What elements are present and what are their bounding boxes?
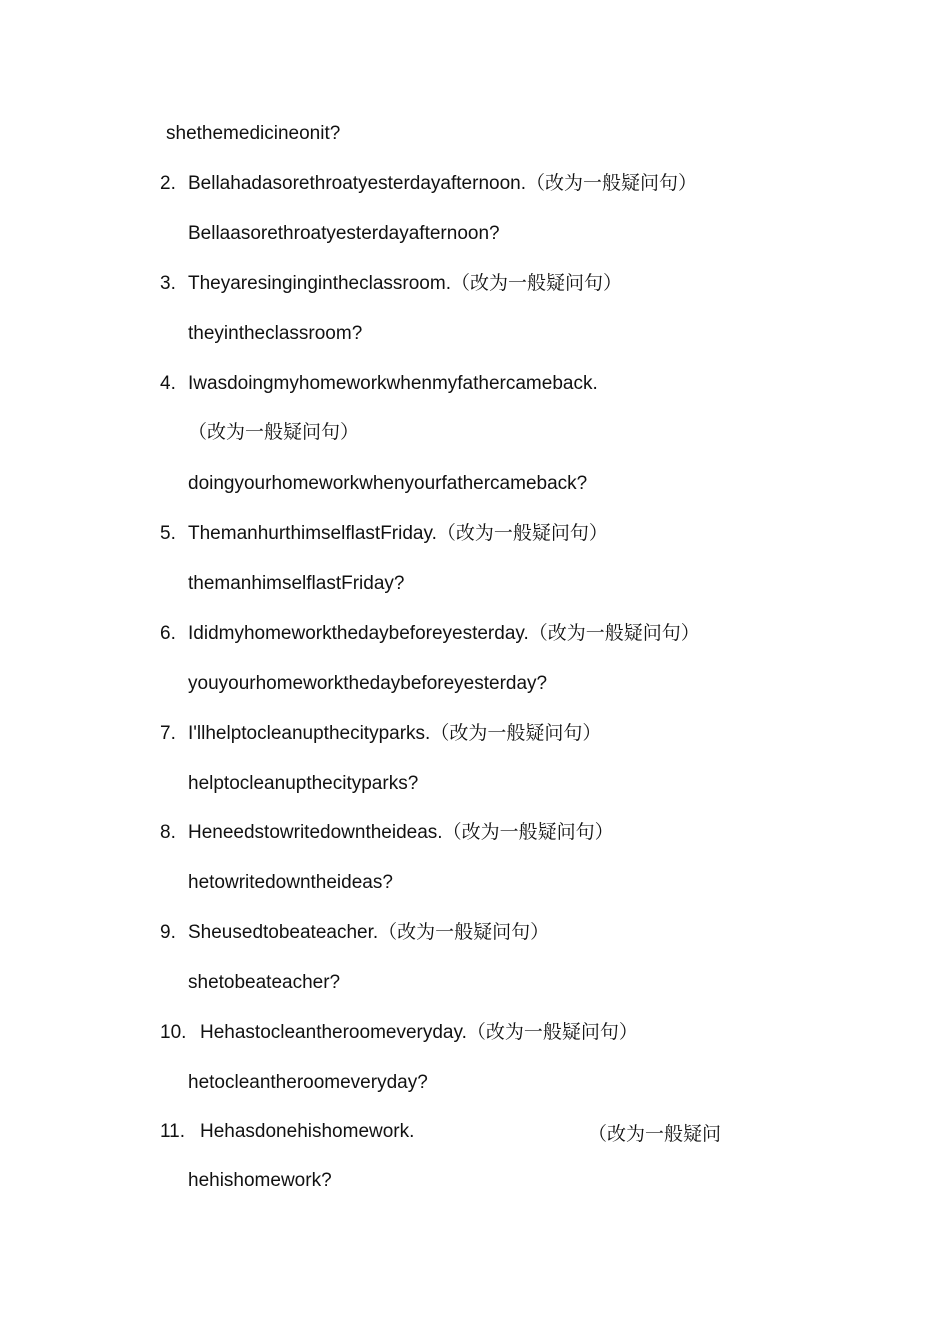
question-instruction: （改为一般疑问句） [430, 723, 602, 744]
item-question [188, 920, 549, 946]
item-question [188, 521, 608, 547]
question-text: Sheusedtobeateacher. [188, 922, 379, 943]
item-answer: shetobeateacher? [188, 972, 341, 993]
question-text: Bellahadasorethroatyesterdayafternoon. [188, 173, 527, 194]
question-text: ThemanhurthimselflastFriday. [188, 523, 437, 544]
item-number: 2. [160, 173, 176, 194]
question-text: Hehasdonehishomework. [200, 1121, 415, 1142]
item-answer: youyourhomeworkthedaybeforeyesterday? [188, 673, 548, 694]
question-text: Ididmyhomeworkthedaybeforeyesterday. [188, 623, 529, 644]
item-number: 6. [160, 623, 176, 644]
item-question [188, 820, 614, 846]
question-instruction: （改为一般疑问句） [528, 623, 700, 644]
item-number: 7. [160, 723, 176, 744]
question-text: Heneedstowritedowntheideas. [188, 822, 443, 843]
question-text: I'llhelptocleanupthecityparks. [188, 723, 431, 744]
question-instruction: （改为一般疑问句） [466, 1022, 638, 1043]
item-number: 3. [160, 273, 176, 294]
item-answer: hehishomework? [188, 1170, 332, 1191]
item-question [188, 271, 622, 297]
question-instruction: （改为一般疑问句） [526, 173, 698, 194]
item-number: 5. [160, 523, 176, 544]
question-text: Hehastocleantheroomeveryday. [200, 1022, 467, 1043]
question-instruction: （改为一般疑问句） [450, 273, 622, 294]
question-instruction-clipped: （改为一般疑问 [588, 1124, 722, 1142]
question-instruction: （改为一般疑问句） [188, 422, 360, 443]
continuation-answer: shethemedicineonit? [166, 123, 341, 144]
item-answer: themanhimselflastFriday? [188, 573, 405, 594]
question-instruction: （改为一般疑问句） [436, 523, 608, 544]
item-number: 4. [160, 373, 176, 394]
item-question [188, 171, 697, 197]
question-text: Iwasdoingmyhomeworkwhenmyfathercameback. [188, 373, 598, 394]
item-number: 10. [160, 1022, 187, 1043]
question-text: Theyaresingingintheclassroom. [188, 273, 451, 294]
item-answer: hetocleantheroomeveryday? [188, 1072, 428, 1093]
item-number: 11. [160, 1121, 186, 1142]
item-question [188, 621, 700, 647]
item-answer: hetowritedowntheideas? [188, 872, 393, 893]
question-instruction: （改为一般疑问句） [442, 822, 614, 843]
item-number: 9. [160, 922, 176, 943]
item-answer: theyintheclassroom? [188, 323, 363, 344]
item-question [200, 1020, 638, 1046]
item-question [188, 721, 601, 747]
item-answer: helptocleanupthecityparks? [188, 773, 419, 794]
item-answer: doingyourhomeworkwhenyourfathercameback? [188, 473, 588, 494]
item-answer: Bellaasorethroatyesterdayafternoon? [188, 223, 500, 244]
item-number: 8. [160, 822, 176, 843]
question-instruction: （改为一般疑问句） [378, 922, 550, 943]
